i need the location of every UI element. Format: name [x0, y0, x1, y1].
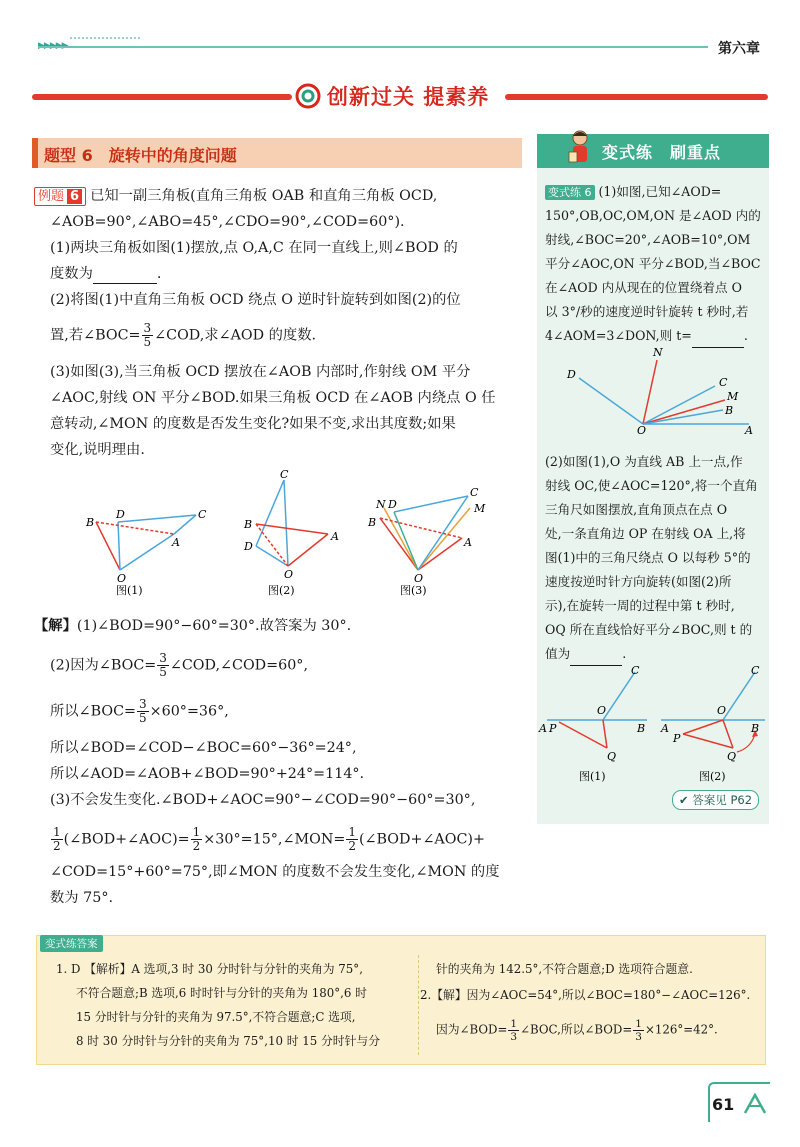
q2-line1: (2)将图(1)中直角三角板 OCD 绕点 O 逆时针旋转到如图(2)的位	[50, 292, 461, 308]
fig3-caption: 图(3)	[400, 584, 427, 597]
fig1-label-D: D	[116, 508, 125, 521]
q2-line2: 置,若∠BOC= $\frac{3}{5}$ ∠COD,求∠AOD 的度数.	[50, 321, 317, 349]
answer-reference-link[interactable]: ✔ 答案见 P62	[672, 790, 759, 810]
fig2-line-BA	[256, 524, 328, 534]
q3-line1: (3)如图(3),当三角板 OCD 摆放在∠AOB 内部时,作射线 OM 平分	[50, 364, 471, 380]
variant-figure-a	[559, 344, 759, 436]
q3-line3: 意转动,∠MON 的度数是否发生变化?如果不变,求出其度数;如果	[50, 416, 456, 432]
variant-a1: 变式练 6 (1)如图,已知∠AOD=	[545, 180, 721, 204]
variant-a4: 平分∠AOC,ON 平分∠BOD,当∠BOC	[545, 256, 761, 271]
vb1-line-PQ	[559, 722, 607, 748]
vb1-line-OC	[603, 672, 635, 720]
variant-b4: 处,一条直角边 OP 在射线 OA 上,将	[545, 526, 746, 541]
solution-line3: 所以∠BOC= $\frac{3}{5}$ ×60°=36°,	[50, 697, 229, 725]
vb1-label-P: P	[549, 722, 557, 735]
solution-line8: ∠COD=15°+60°=75°,即∠MON 的度数不会发生变化,∠MON 的度	[50, 864, 500, 880]
answer-s3: 因为∠BOD= $\frac{1}{3}$ ∠BOC,所以∠BOD= $\frac{1}{3}$ ×126°=42°.	[436, 1018, 718, 1043]
banner-bar-left	[32, 94, 292, 100]
q1-answer-blank[interactable]	[93, 269, 157, 284]
answer-s2: 2.【解】因为∠AOC=54°,所以∠BOC=180°−∠AOC=126°.	[420, 988, 751, 1002]
va-label-N: N	[653, 346, 663, 359]
variant-b8: OQ 所在直线恰好平分∠BOC,则 t 的	[545, 622, 753, 637]
vb2-line-OC	[723, 672, 755, 720]
variant-figure-b	[537, 664, 769, 788]
variant-b5: 图(1)中的三角尺绕点 O 以每秒 5°的	[545, 550, 751, 565]
answers-tag: 变式练答案	[40, 935, 103, 952]
fig1-line-BO	[96, 522, 120, 570]
fig3-line-OC	[418, 496, 468, 570]
vb1-label-Q: Q	[607, 750, 617, 763]
fig1-label-A: A	[172, 536, 180, 549]
variant-a2: 150°,OB,OC,OM,ON 是∠AOD 内的	[545, 208, 761, 223]
va-label-B: B	[725, 404, 734, 417]
variant-a5: 在∠AOD 内从现在的位置绕着点 O	[545, 280, 742, 295]
solution-line2: (2)因为∠BOC= $\frac{3}{5}$ ∠COD,∠COD=60°,	[50, 651, 308, 679]
example-badge: 例题 6	[34, 187, 86, 206]
vb1-label-B: B	[637, 722, 646, 735]
header-rule	[38, 46, 708, 48]
fig1-line-AC	[174, 515, 196, 534]
variant-badge: 变式练 6	[545, 185, 595, 200]
variant-b9: 值为 .	[545, 642, 626, 666]
fraction-half-c: $\frac{1}{2}$	[348, 825, 356, 853]
q1-line1: (1)两块三角板如图(1)摆放,点 O,A,C 在同一直线上,则∠BOD 的	[50, 240, 458, 256]
fig3-label-A: A	[464, 536, 472, 549]
fraction-3-5: $\frac{3}{5}$	[143, 321, 152, 349]
variant-b6: 速度按逆时针方向旋转(如图(2)所	[545, 574, 732, 589]
va-line-ON	[643, 360, 657, 424]
fig2-line-DO	[256, 546, 288, 566]
va-label-D: D	[567, 368, 576, 381]
vb1-label-A: A	[539, 722, 547, 735]
solution-line7: $\frac{1}{2}$ (∠BOD+∠AOC)= $\frac{1}{2}$ ×30°=15°,∠MON= $\frac{1}{2}$ (∠BOD+∠AOC)+	[53, 825, 485, 853]
solution-line1: 【解】(1)∠BOD=90°−60°=30°.故答案为 30°.	[34, 618, 352, 634]
fig3-label-C: C	[470, 486, 479, 499]
fig3-label-N: N	[376, 498, 386, 511]
vb1-line-OQ	[603, 720, 607, 748]
fig1-line-OA	[120, 534, 174, 570]
fig3-line-OM	[418, 508, 470, 570]
chapter-label: 第六章	[718, 41, 760, 57]
fig2-label-O: O	[284, 568, 294, 581]
va-label-M: M	[727, 390, 739, 403]
answer-r3: 15 分时针与分针的夹角为 97.5°,不符合题意;C 选项,	[76, 1010, 356, 1024]
example-intro-line2: ∠AOB=90°,∠ABO=45°,∠CDO=90°,∠COD=60°).	[50, 214, 405, 230]
vb2-caption: 图(2)	[699, 770, 726, 783]
figure-3	[367, 486, 486, 597]
banner	[295, 80, 505, 112]
variant-a7: 4∠AOM=3∠DON,则 t= .	[545, 324, 748, 348]
va-label-A: A	[745, 424, 753, 436]
letter-a-logo-icon	[742, 1093, 768, 1115]
answer-r2: 不符合题意;B 选项,6 时时针与分针的夹角为 180°,6 时	[76, 986, 367, 1000]
variant-panel	[537, 134, 769, 824]
banner-title: 创新过关 提素养	[327, 85, 490, 109]
solution-line4: 所以∠BOD=∠COD−∠BOC=60°−36°=24°,	[50, 740, 357, 756]
variant-b1: (2)如图(1),O 为直线 AB 上一点,作	[545, 454, 743, 469]
vb2-line-PQ	[683, 734, 733, 748]
figure-2	[243, 468, 339, 597]
fraction-3-5-b: $\frac{3}{5}$	[159, 651, 167, 679]
va-line-OD	[579, 378, 643, 424]
va-label-O: O	[637, 424, 647, 436]
fig2-label-D: D	[244, 540, 253, 553]
fig2-label-C: C	[280, 468, 289, 481]
figure-1	[85, 508, 207, 597]
vb2-label-O: O	[717, 704, 727, 717]
fig1-line-DC	[118, 515, 196, 522]
fig2-line-BO	[256, 524, 288, 566]
header-dotted-line	[70, 37, 140, 39]
vb2-label-C: C	[751, 664, 760, 677]
fig3-label-B: B	[368, 516, 377, 529]
fraction-third-a: $\frac{1}{3}$	[510, 1018, 518, 1043]
solution-line5: 所以∠AOD=∠AOB+∠BOD=90°+24°=114°.	[50, 766, 365, 782]
vb2-label-P: P	[673, 732, 681, 745]
fig2-line-AO	[288, 534, 328, 566]
banner-bar-right	[505, 94, 768, 100]
section-title: 题型 6 旋转中的角度问题	[44, 146, 237, 165]
variant-b2: 射线 OC,使∠AOC=120°,将一个直角	[545, 478, 758, 493]
fig3-label-O: O	[414, 572, 424, 585]
fig3-line-ON	[384, 508, 418, 570]
fraction-half-b: $\frac{1}{2}$	[192, 825, 201, 853]
fig1-line-BA	[96, 522, 174, 534]
example-intro-line1: 例题 6 已知一副三角板(直角三角板 OAB 和直角三角板 OCD,	[34, 186, 437, 206]
vb1-caption: 图(1)	[579, 770, 606, 783]
q3-line2: ∠AOC,射线 ON 平分∠BOD.如果三角板 OCD 在∠AOB 内绕点 O 任	[50, 390, 496, 406]
fig2-line-CD	[256, 480, 284, 546]
spiral-icon	[295, 83, 321, 109]
vb1-label-C: C	[631, 664, 640, 677]
fig1-label-B: B	[86, 516, 95, 529]
vb2-label-Q: Q	[727, 750, 737, 763]
fig3-line-DC	[394, 496, 468, 512]
vb2-label-A: A	[661, 722, 669, 735]
fig1-caption: 图(1)	[116, 584, 143, 597]
fig1-label-O: O	[117, 572, 127, 585]
solution-line6: (3)不会发生变化.∠BOD+∠AOC=90°−∠COD=90°−60°=30°,	[50, 792, 476, 808]
fig3-label-M: M	[474, 502, 486, 515]
student-mascot-icon	[565, 128, 595, 168]
q1-line2: 度数为 .	[50, 266, 162, 282]
page-number: 61	[712, 1095, 735, 1114]
fraction-half-a: $\frac{1}{2}$	[53, 825, 61, 853]
vb1-label-O: O	[597, 704, 607, 717]
answer-r1: 1. D 【解析】A 选项,3 时 30 分时针与分针的夹角为 75°,	[56, 962, 363, 976]
fraction-3-5-c: $\frac{3}{5}$	[138, 697, 147, 725]
variant-b7: 示),在旋转一周的过程中第 t 秒时,	[545, 598, 735, 613]
variant-b3: 三角尺如图摆放,直角顶点在点 O	[545, 502, 728, 517]
fig1-label-C: C	[198, 508, 207, 521]
solution-line9: 数为 75°.	[50, 890, 114, 906]
answer-r4: 8 时 30 分时针与分针的夹角为 75°,10 时 15 分时针与分	[76, 1034, 380, 1048]
fraction-third-b: $\frac{1}{3}$	[635, 1018, 642, 1043]
vb2-line-OP	[683, 720, 723, 734]
vb2-label-B: B	[751, 722, 760, 735]
fig1-line-OD	[118, 522, 120, 570]
fig2-label-A: A	[331, 530, 339, 543]
variant-a3: 射线,∠BOC=20°,∠AOB=10°,OM	[545, 232, 751, 247]
fig2-label-B: B	[244, 518, 253, 531]
variant-panel-title: 变式练 刷重点	[602, 143, 722, 162]
answer-check-icon: ✔	[679, 793, 689, 807]
q3-line4: 变化,说明理由.	[50, 442, 145, 458]
fig3-label-D: D	[388, 498, 397, 511]
variant-a6: 以 3°/秒的速度逆时针旋转 t 秒时,若	[545, 304, 749, 319]
va-label-C: C	[719, 376, 728, 389]
vb2-line-OQ	[723, 720, 733, 748]
fig2-line-CO	[284, 480, 288, 566]
example-figures	[78, 466, 498, 598]
answer-s1: 针的夹角为 142.5°,不符合题意;D 选项符合题意.	[436, 962, 693, 976]
fig2-caption: 图(2)	[268, 584, 295, 597]
